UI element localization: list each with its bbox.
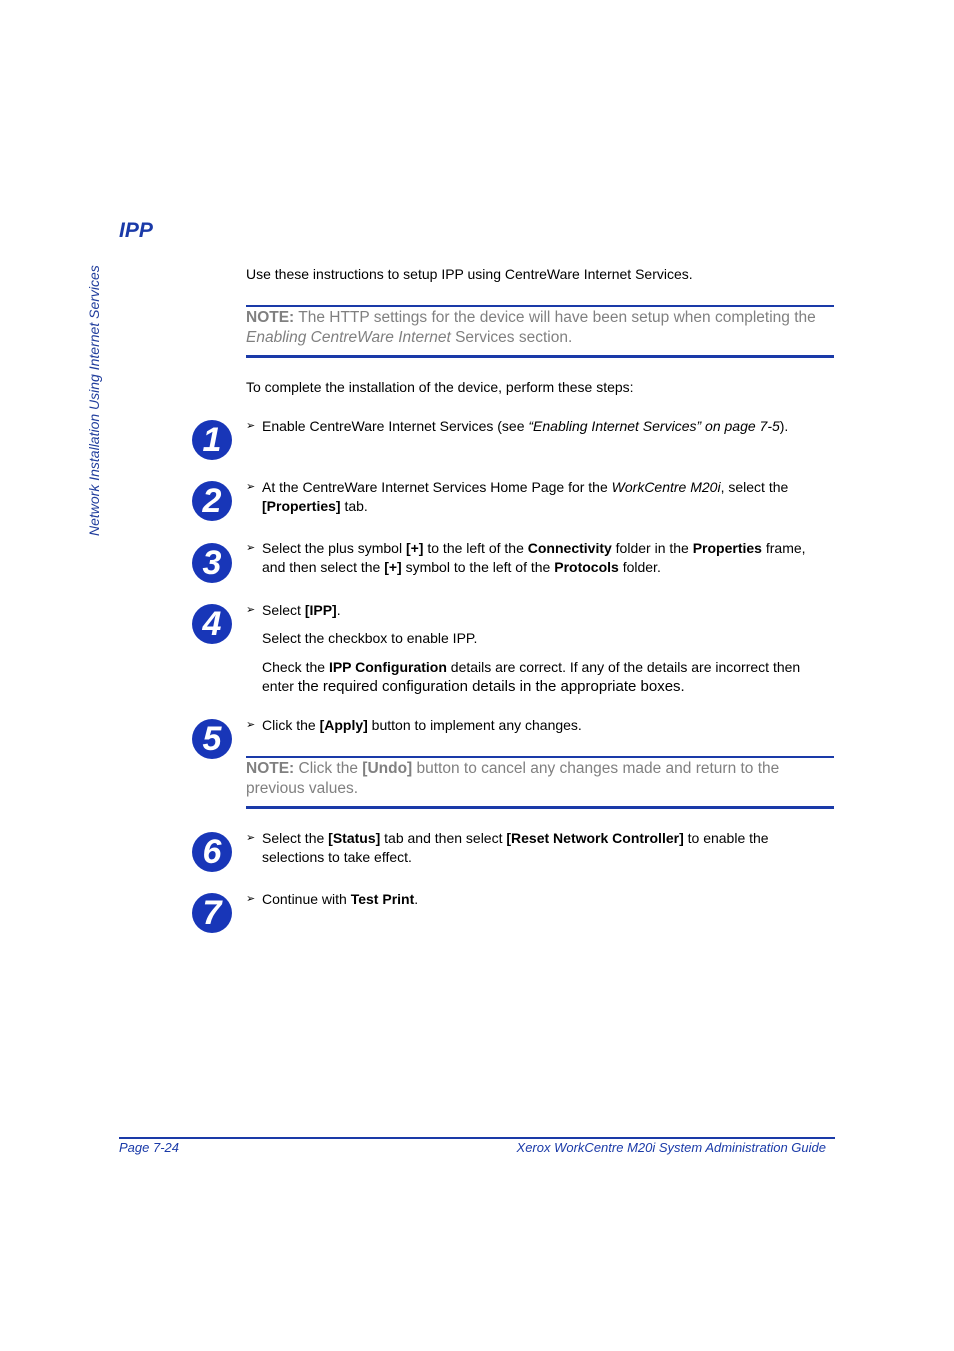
note-text: The HTTP settings for the device will have been setup when completing the <box>294 309 816 326</box>
step-2: ➢ At the CentreWare Internet Services Home Page for the WorkCentre M20i, select the [Properties] tab. <box>246 479 789 514</box>
note-box-undo <box>246 756 834 809</box>
note-box-http <box>246 305 834 358</box>
bullet-arrow-icon: ➢ <box>246 893 256 905</box>
step-number-badge: 2 <box>192 481 232 521</box>
footer-page-number: Page 7-24 <box>119 1140 179 1155</box>
section-title: IPP <box>119 219 153 242</box>
bullet-arrow-icon: ➢ <box>246 481 256 493</box>
step-number-badge: 3 <box>192 543 232 583</box>
bullet-arrow-icon: ➢ <box>246 719 256 731</box>
note-emphasis: [Undo] <box>362 760 413 777</box>
note-label: NOTE: <box>246 760 295 777</box>
step-number-badge: 1 <box>192 420 232 460</box>
bullet-arrow-icon: ➢ <box>246 420 256 432</box>
step-number-badge: 5 <box>192 719 232 759</box>
note-label: NOTE: <box>246 309 295 326</box>
note-text: button to cancel any changes made and return to the previous values. <box>246 760 780 797</box>
step-6: ➢ Select the [Status] tab and then select [Reset Network Controller] to enable the selections to take effect. <box>246 830 769 865</box>
chapter-side-label: Network Installation Using Internet Services <box>86 265 102 536</box>
note-text: Services section. <box>450 329 573 346</box>
step-7: ➢ Continue with Test Print. <box>246 891 419 907</box>
step-number-badge: 4 <box>192 604 232 644</box>
bullet-arrow-icon: ➢ <box>246 542 256 554</box>
step-1: ➢ Enable CentreWare Internet Services (see “Enabling Internet Services” on page 7-5). <box>246 418 789 434</box>
note-emphasis: Enabling CentreWare Internet <box>246 329 451 346</box>
note-text: Click the <box>294 760 363 777</box>
step-number-badge: 7 <box>192 893 232 933</box>
footer-guide-title: Xerox WorkCentre M20i System Administration Guide <box>516 1140 826 1155</box>
intro-paragraph: Use these instructions to setup IPP using CentreWare Internet Services. <box>246 266 693 282</box>
lead-paragraph: To complete the installation of the device, perform these steps: <box>246 379 634 395</box>
step-5: ➢ Click the [Apply] button to implement any changes. <box>246 717 582 733</box>
step-3: ➢ Select the plus symbol [+] to the left of the Connectivity folder in the Properties frame, and then select the [+] symbol to the left of the Protocols folder. <box>246 540 806 575</box>
step-4: ➢ Select [IPP]. Select the checkbox to enable IPP. Check the IPP Configuration details are correct. If any of the details are incorrect then enter the required configuration details in the appropriate boxes. <box>246 602 801 695</box>
footer-divider <box>119 1137 835 1139</box>
bullet-arrow-icon: ➢ <box>246 604 256 616</box>
bullet-arrow-icon: ➢ <box>246 832 256 844</box>
step-number-badge: 6 <box>192 832 232 872</box>
